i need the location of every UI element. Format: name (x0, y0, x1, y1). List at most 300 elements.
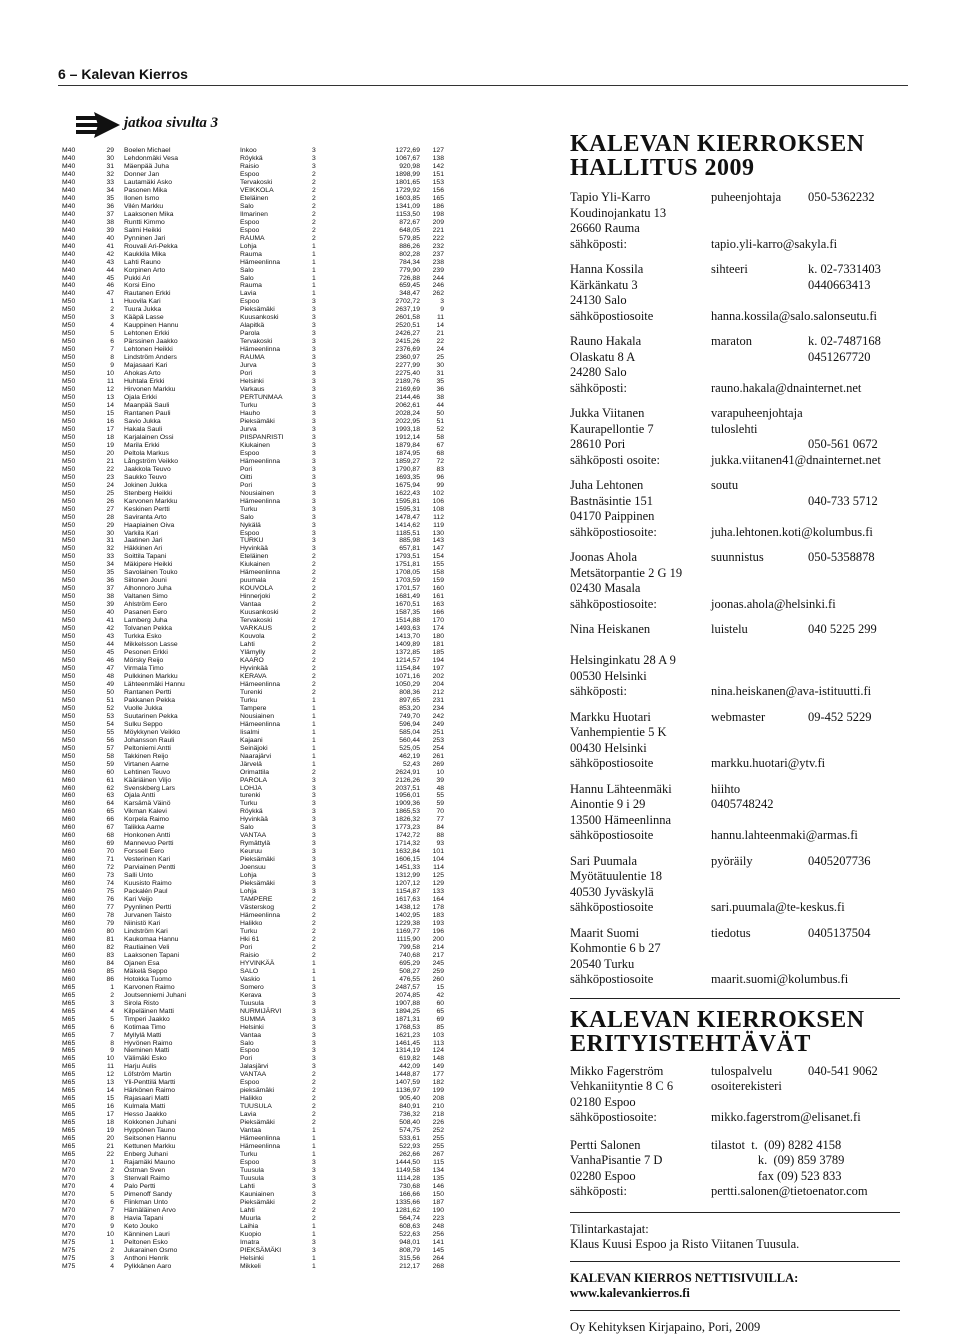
result-count: 1 (312, 1231, 316, 1239)
result-rank: 72 (422, 458, 444, 466)
result-rank: 253 (422, 737, 444, 745)
table-row (62, 227, 452, 235)
table-row (62, 330, 452, 338)
result-club: Pieksämäki (240, 306, 275, 314)
board-title-1: KALEVAN KIERROKSEN (570, 132, 900, 156)
result-class: M70 (62, 1223, 75, 1231)
result-points: 2144,46 (380, 394, 420, 402)
result-class: M50 (62, 737, 75, 745)
result-class: M65 (62, 1127, 75, 1135)
result-rank: 55 (422, 792, 444, 800)
contact-detail[interactable]: hanna.kossila@salo.salonseutu.fi (711, 309, 877, 325)
result-club: Röykkä (240, 155, 263, 163)
result-class: M40 (62, 243, 75, 251)
contact-line (570, 1079, 900, 1095)
result-points: 522,93 (380, 1143, 420, 1151)
result-club: Raisio (240, 163, 259, 171)
result-points: 1448,87 (380, 1071, 420, 1079)
table-row (62, 896, 452, 904)
result-name: Suutarinen Pekka (124, 713, 178, 721)
result-number: 69 (96, 840, 114, 848)
result-name: Mikkelsson Lasse (124, 641, 178, 649)
result-number: 10 (96, 1231, 114, 1239)
result-count: 3 (312, 1000, 316, 1008)
result-points: 1859,27 (380, 458, 420, 466)
contact-block (570, 478, 900, 540)
result-club: Tervakoski (240, 617, 272, 625)
table-row (62, 1040, 452, 1048)
contact-phone: k. 02-7487168 (808, 334, 881, 350)
web-url[interactable]: www.kalevankierros.fi (570, 1286, 900, 1302)
result-name: Talikka Aarne (124, 824, 164, 832)
result-class: M60 (62, 840, 75, 848)
result-rank: 237 (422, 251, 444, 259)
result-rank: 153 (422, 179, 444, 187)
result-name: Möykkynen Veikko (124, 729, 180, 737)
contact-line (570, 237, 900, 253)
result-name: Pimenoff Sandy (124, 1191, 172, 1199)
table-row (62, 561, 452, 569)
table-row (62, 1191, 452, 1199)
contact-field: Helsinginkatu 28 A 9 (570, 653, 900, 669)
result-count: 1 (312, 1255, 316, 1263)
contact-detail[interactable]: nina.heiskanen@ava-istituutti.fi (711, 684, 871, 700)
contact-line (570, 1138, 900, 1154)
result-class: M50 (62, 378, 75, 386)
table-row (62, 785, 452, 793)
contact-block (570, 190, 900, 252)
result-points: 1071,16 (380, 673, 420, 681)
result-name: Yli-Penttilä Martti (124, 1079, 175, 1087)
result-count: 3 (312, 1032, 316, 1040)
result-count: 2 (312, 1095, 316, 1103)
result-club: Kuopio (240, 1231, 261, 1239)
contact-detail[interactable]: joonas.ahola@helsinki.fi (711, 597, 836, 613)
contact-detail[interactable]: jukka.viitanen41@dnainternet.net (711, 453, 881, 469)
table-row (62, 952, 452, 960)
result-name: Hirvonen Markku (124, 386, 175, 394)
result-count: 1 (312, 275, 316, 283)
result-count: 3 (312, 992, 316, 1000)
result-name: Hyvönen Raimo (124, 1040, 172, 1048)
result-number: 68 (96, 832, 114, 840)
result-rank: 134 (422, 1167, 444, 1175)
result-club: Kajaani (240, 737, 263, 745)
result-rank: 130 (422, 530, 444, 538)
table-row (62, 537, 452, 545)
contact-detail[interactable]: pertti.salonen@tietoenator.com (711, 1184, 868, 1200)
result-club: Salo (240, 267, 254, 275)
result-name: Vuolle Jukka (124, 705, 162, 713)
result-count: 3 (312, 306, 316, 314)
table-row (62, 1199, 452, 1207)
result-points: 1865,53 (380, 808, 420, 816)
result-name: Sirola Risto (124, 1000, 159, 1008)
result-class: M40 (62, 290, 75, 298)
result-class: M60 (62, 968, 75, 976)
table-row (62, 1263, 452, 1271)
result-club: Espoo (240, 450, 259, 458)
contact-line (570, 550, 900, 566)
result-count: 3 (312, 777, 316, 785)
contact-detail[interactable]: tapio.yli-karro@sakyla.fi (711, 237, 837, 253)
result-club: Turku (240, 1151, 257, 1159)
result-name: Haapiainen Oiva (124, 522, 174, 530)
auditors-label: Tilintarkastajat: (570, 1222, 900, 1238)
result-class: M40 (62, 187, 75, 195)
contact-phone: 040 5225 299 (808, 622, 877, 638)
result-points: 1912,14 (380, 434, 420, 442)
contact-detail[interactable]: mikko.fagerstrom@elisanet.fi (711, 1110, 861, 1126)
result-number: 81 (96, 936, 114, 944)
contact-field: 20540 Turku (570, 957, 900, 973)
contact-detail[interactable]: juha.lehtonen.koti@kolumbus.fi (711, 525, 873, 541)
result-number: 83 (96, 952, 114, 960)
result-points: 1409,89 (380, 641, 420, 649)
table-row (62, 267, 452, 275)
result-number: 46 (96, 282, 114, 290)
table-row (62, 1008, 452, 1016)
result-count: 3 (312, 1055, 316, 1063)
result-class: M75 (62, 1255, 75, 1263)
result-number: 41 (96, 617, 114, 625)
contact-detail[interactable]: rauno.hakala@dnainternet.net (711, 381, 861, 397)
result-count: 1 (312, 697, 316, 705)
result-rank: 124 (422, 1047, 444, 1055)
special-members (570, 1064, 900, 1200)
result-rank: 51 (422, 418, 444, 426)
result-name: Keto Jouko (124, 1223, 158, 1231)
result-rank: 22 (422, 338, 444, 346)
result-name: Ojanen Esa (124, 960, 160, 968)
result-points: 1341,09 (380, 203, 420, 211)
result-class: M60 (62, 800, 75, 808)
result-rank: 193 (422, 920, 444, 928)
result-name: Virmala Timo (124, 665, 164, 673)
result-name: Joutsenniemi Juhani (124, 992, 186, 1000)
result-count: 3 (312, 800, 316, 808)
result-count: 2 (312, 171, 316, 179)
table-row (62, 322, 452, 330)
result-points: 2277,99 (380, 362, 420, 370)
result-name: Kääpä Lasse (124, 314, 164, 322)
result-club: Turenki (240, 689, 262, 697)
result-club: Lahti (240, 641, 255, 649)
result-count: 1 (312, 753, 316, 761)
result-count: 3 (312, 514, 316, 522)
result-count: 3 (312, 163, 316, 171)
result-name: Östman Sven (124, 1167, 165, 1175)
result-count: 3 (312, 386, 316, 394)
result-number: 34 (96, 561, 114, 569)
table-row (62, 410, 452, 418)
result-name: Soittila Tapani (124, 553, 166, 561)
contact-line (570, 828, 900, 844)
result-count: 2 (312, 920, 316, 928)
result-club: Nousiainen (240, 713, 274, 721)
contact-line (570, 509, 900, 525)
result-rank: 133 (422, 888, 444, 896)
result-rank: 30 (422, 362, 444, 370)
result-name: Rajasaari Matti (124, 1095, 169, 1103)
contact-field: sähköposti osoite: (570, 453, 900, 469)
contact-detail: puheenjohtaja (711, 190, 781, 206)
result-rank: 194 (422, 657, 444, 665)
result-club: Tuusula (240, 1175, 264, 1183)
result-class: M50 (62, 490, 75, 498)
result-count: 3 (312, 848, 316, 856)
result-rank: 165 (422, 195, 444, 203)
result-count: 3 (312, 498, 316, 506)
contact-detail[interactable]: hannu.lahteenmaki@armas.fi (711, 828, 858, 844)
table-row (62, 721, 452, 729)
result-class: M50 (62, 418, 75, 426)
result-number: 29 (96, 147, 114, 155)
table-row (62, 657, 452, 665)
result-rank: 166 (422, 609, 444, 617)
table-row (62, 753, 452, 761)
result-points: 1773,23 (380, 824, 420, 832)
result-count: 2 (312, 944, 316, 952)
table-row (62, 490, 452, 498)
result-class: M50 (62, 442, 75, 450)
result-class: M40 (62, 163, 75, 171)
result-name: Alhonnoro Juha (124, 585, 172, 593)
result-rank: 106 (422, 498, 444, 506)
result-club: Hyvinkää (240, 816, 268, 824)
table-row (62, 402, 452, 410)
result-club: Espoo (240, 530, 259, 538)
result-count: 3 (312, 354, 316, 362)
result-points: 1632,84 (380, 848, 420, 856)
contact-line (570, 406, 900, 422)
divider (570, 1212, 900, 1213)
result-rank: 68 (422, 450, 444, 458)
result-rank: 70 (422, 808, 444, 816)
table-row (62, 872, 452, 880)
result-club: Turku (240, 506, 257, 514)
contact-field: 04170 Paippinen (570, 509, 900, 525)
result-rank: 60 (422, 1000, 444, 1008)
result-points: 2275,40 (380, 370, 420, 378)
result-count: 1 (312, 1151, 316, 1159)
result-points: 212,17 (380, 1263, 420, 1271)
contact-field: 24280 Salo (570, 365, 900, 381)
table-row (62, 1223, 452, 1231)
result-points: 2022,95 (380, 418, 420, 426)
contact-line (570, 278, 900, 294)
contact-detail[interactable]: sari.puumala@te-keskus.fi (711, 900, 845, 916)
result-points: 508,27 (380, 968, 420, 976)
result-rank: 113 (422, 1040, 444, 1048)
contact-line (570, 900, 900, 916)
result-rank: 254 (422, 745, 444, 753)
result-number: 21 (96, 1143, 114, 1151)
contact-detail[interactable]: maarit.suomi@kolumbus.fi (711, 972, 848, 988)
result-club: Alapitkä (240, 322, 264, 330)
result-rank: 242 (422, 713, 444, 721)
result-class: M50 (62, 561, 75, 569)
result-number: 27 (96, 506, 114, 514)
table-row (62, 1111, 452, 1119)
result-points: 1879,84 (380, 442, 420, 450)
result-class: M50 (62, 498, 75, 506)
result-rank: 204 (422, 681, 444, 689)
result-name: Hakala Sauli (124, 426, 162, 434)
result-class: M65 (62, 1016, 75, 1024)
result-points: 1826,32 (380, 816, 420, 824)
result-points: 1314,19 (380, 1047, 420, 1055)
result-rank: 214 (422, 944, 444, 952)
result-club: Hki 61 (240, 936, 259, 944)
result-points: 695,29 (380, 960, 420, 968)
table-row (62, 1087, 452, 1095)
contact-line (570, 813, 900, 829)
result-count: 2 (312, 633, 316, 641)
result-club: Västerskog (240, 904, 274, 912)
result-count: 1 (312, 960, 316, 968)
result-name: Lehdonmäki Vesa (124, 155, 178, 163)
result-points: 2189,76 (380, 378, 420, 386)
contact-block (570, 406, 900, 468)
result-rank: 103 (422, 1032, 444, 1040)
result-points: 1801,65 (380, 179, 420, 187)
result-points: 2415,26 (380, 338, 420, 346)
result-rank: 209 (422, 219, 444, 227)
result-club: Rauma (240, 251, 262, 259)
contact-field: Joonas Ahola (570, 550, 900, 566)
divider (570, 998, 900, 999)
result-class: M40 (62, 219, 75, 227)
result-number: 3 (96, 1175, 114, 1183)
result-count: 2 (312, 1199, 316, 1207)
result-count: 3 (312, 426, 316, 434)
result-class: M60 (62, 952, 75, 960)
result-club: TUUSULA (240, 1103, 272, 1111)
result-class: M65 (62, 992, 75, 1000)
result-count: 3 (312, 147, 316, 155)
contact-field: sähköpostiosoite (570, 972, 900, 988)
result-club: Seinäjoki (240, 745, 268, 753)
contact-field: Rauno Hakala (570, 334, 900, 350)
contact-line (570, 741, 900, 757)
result-count: 2 (312, 1071, 316, 1079)
result-count: 3 (312, 362, 316, 370)
result-class: M60 (62, 824, 75, 832)
result-points: 1993,18 (380, 426, 420, 434)
result-count: 3 (312, 322, 316, 330)
contact-field: 26660 Rauma (570, 221, 900, 237)
result-rank: 3 (422, 298, 444, 306)
result-number: 79 (96, 920, 114, 928)
result-points: 1703,59 (380, 577, 420, 585)
result-rank: 96 (422, 474, 444, 482)
table-row (62, 1103, 452, 1111)
table-row (62, 705, 452, 713)
result-club: KOUVOLA (240, 585, 273, 593)
contact-line (570, 453, 900, 469)
result-number: 9 (96, 362, 114, 370)
result-points: 808,79 (380, 1247, 420, 1255)
result-rank: 232 (422, 243, 444, 251)
contact-field: Markku Huotari (570, 710, 900, 726)
result-rank: 196 (422, 928, 444, 936)
result-number: 63 (96, 792, 114, 800)
result-class: M50 (62, 577, 75, 585)
result-count: 2 (312, 904, 316, 912)
result-club: Hämeenlinna (240, 346, 280, 354)
result-club: Tampere (240, 705, 266, 713)
table-row (62, 577, 452, 585)
result-points: 1751,81 (380, 561, 420, 569)
contact-field: Metsätorpantie 2 G 19 (570, 566, 900, 582)
result-count: 3 (312, 466, 316, 474)
result-club: KAARO (240, 657, 264, 665)
contact-field: 00530 Helsinki (570, 669, 900, 685)
result-class: M50 (62, 458, 75, 466)
result-name: Mäenpää Juha (124, 163, 169, 171)
result-club: Jurva (240, 362, 257, 370)
contact-line (570, 885, 900, 901)
result-rank: 267 (422, 1151, 444, 1159)
result-name: Karsämä Väinö (124, 800, 170, 808)
result-name: Ahokas Arto (124, 370, 161, 378)
contact-field: 02280 Espoo (570, 1169, 900, 1185)
result-name: Peltonen Esko (124, 1239, 168, 1247)
result-club: Hämeenlinna (240, 569, 280, 577)
result-count: 3 (312, 442, 316, 450)
result-number: 47 (96, 290, 114, 298)
result-name: Pakkanen Pekka (124, 697, 175, 705)
result-name: Kaukomaa Hannu (124, 936, 178, 944)
result-points: 2028,24 (380, 410, 420, 418)
result-name: Sulku Seppo (124, 721, 163, 729)
result-class: M75 (62, 1247, 75, 1255)
result-points: 1136,97 (380, 1087, 420, 1095)
result-name: Packalén Paul (124, 888, 167, 896)
result-points: 1281,62 (380, 1207, 420, 1215)
result-points: 2126,26 (380, 777, 420, 785)
result-rank: 10 (422, 769, 444, 777)
result-class: M50 (62, 434, 75, 442)
result-class: M50 (62, 689, 75, 697)
contact-detail[interactable]: markku.huotari@ytv.fi (711, 756, 825, 772)
result-class: M50 (62, 681, 75, 689)
result-count: 3 (312, 1159, 316, 1167)
result-count: 3 (312, 824, 316, 832)
result-class: M50 (62, 585, 75, 593)
result-rank: 234 (422, 705, 444, 713)
result-club: SALO (240, 968, 258, 976)
result-count: 3 (312, 1024, 316, 1032)
contact-field: sähköposti: (570, 1184, 900, 1200)
result-rank: 42 (422, 992, 444, 1000)
result-class: M60 (62, 976, 75, 984)
result-class: M60 (62, 888, 75, 896)
result-rank: 148 (422, 1055, 444, 1063)
result-club: Lavia (240, 1111, 256, 1119)
result-class: M60 (62, 816, 75, 824)
result-rank: 255 (422, 1135, 444, 1143)
result-count: 2 (312, 649, 316, 657)
result-number: 35 (96, 195, 114, 203)
table-row (62, 1255, 452, 1263)
result-count: 1 (312, 737, 316, 745)
result-name: Lehtonen Heikki (124, 346, 173, 354)
result-rank: 248 (422, 1223, 444, 1231)
result-points: 2426,27 (380, 330, 420, 338)
result-class: M70 (62, 1199, 75, 1207)
